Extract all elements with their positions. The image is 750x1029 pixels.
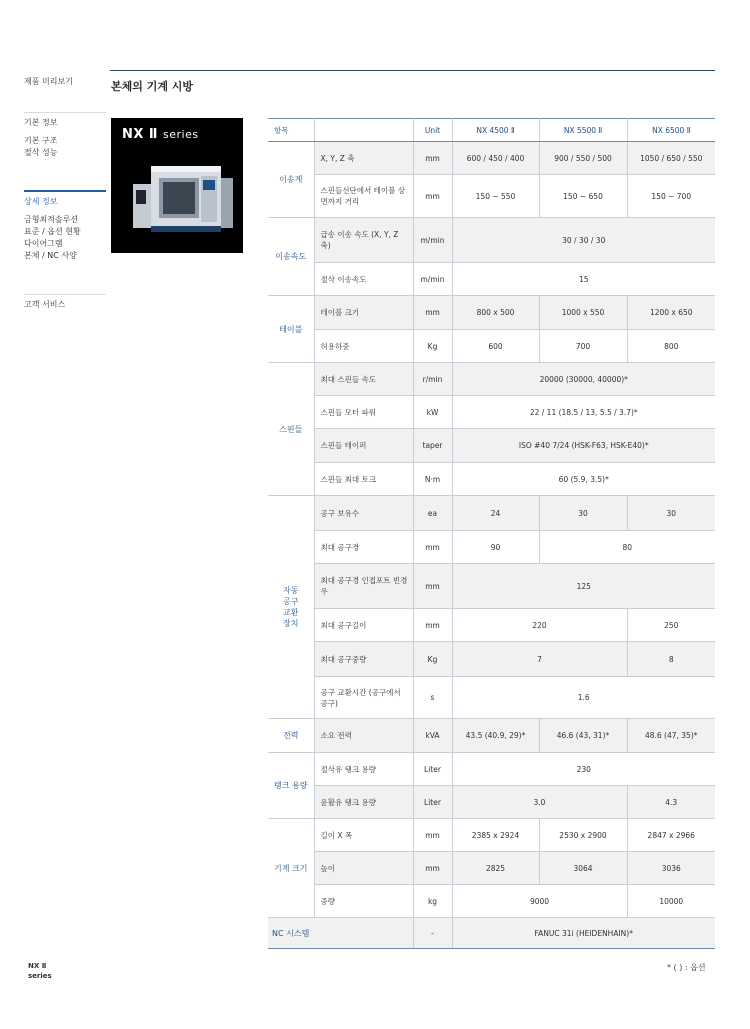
row-item: 소요 전력 <box>314 719 413 753</box>
row-value: 8 <box>627 642 715 677</box>
row-value: 9000 <box>452 885 627 918</box>
row-value: 230 <box>452 753 715 786</box>
page-title: 본체의 기계 시방 <box>111 80 194 93</box>
row-value: 1200 x 650 <box>627 296 715 330</box>
row-value: 2847 x 2966 <box>627 819 715 852</box>
nav-section-basic <box>24 112 106 159</box>
row-value: 24 <box>452 496 539 531</box>
nav-separator <box>24 294 106 295</box>
table-row <box>268 642 715 677</box>
row-unit: kg <box>413 885 452 918</box>
row-value: 48.6 (47, 35)* <box>627 719 715 753</box>
row-unit: Kg <box>413 330 452 363</box>
row-unit: N·m <box>413 463 452 496</box>
footer-series <box>28 961 52 981</box>
category-tank: 탱크 용량 <box>268 753 314 819</box>
nav-mold-solution[interactable]: 금형최적솔루션 <box>24 215 79 224</box>
table-row <box>268 786 715 819</box>
table-row <box>268 363 715 396</box>
nav-separator-active <box>24 190 106 192</box>
table-row <box>268 330 715 363</box>
row-value: 7 <box>452 642 627 677</box>
row-value: 2530 x 2900 <box>539 819 627 852</box>
nav-basic-head[interactable]: 기본 정보 <box>24 118 58 127</box>
header-model-2: NX 5500 Ⅱ <box>539 119 627 142</box>
table-header-row <box>268 119 715 142</box>
nav-cutting-performance[interactable]: 절삭 성능 <box>24 148 58 157</box>
row-value: 10000 <box>627 885 715 918</box>
row-value: 60 (5.9, 3.5)* <box>452 463 715 496</box>
nav-body-nc-spec[interactable]: 본체 / NC 사양 <box>24 251 77 260</box>
header-unit: Unit <box>413 119 452 142</box>
table-row <box>268 753 715 786</box>
row-value: 4.3 <box>627 786 715 819</box>
row-value: 150 ~ 650 <box>539 175 627 218</box>
row-item: 최대 스핀들 속도 <box>314 363 413 396</box>
nav-customer-service[interactable]: 고객 서비스 <box>24 300 66 309</box>
row-value: 1.6 <box>452 677 715 719</box>
table-row <box>268 852 715 885</box>
row-value: ISO #40 7/24 (HSK-F63, HSK-E40)* <box>452 429 715 463</box>
category-spindle: 스핀들 <box>268 363 314 496</box>
table-row <box>268 396 715 429</box>
nav-standard-option[interactable]: 표준 / 옵션 현황 <box>24 227 81 236</box>
nav-separator <box>24 112 106 113</box>
row-value: 80 <box>539 531 715 564</box>
top-divider <box>110 70 715 71</box>
nav-section-preview <box>24 72 106 88</box>
row-unit: m/min <box>413 218 452 263</box>
row-item: 스핀들 최대 토크 <box>314 463 413 496</box>
row-item: 최대 공구경 인접포트 빈경우 <box>314 564 413 609</box>
product-image <box>111 118 243 253</box>
row-value: 250 <box>627 609 715 642</box>
row-unit: s <box>413 677 452 719</box>
nav-basic-structure[interactable]: 기본 구조 <box>24 136 58 145</box>
footer-series-name: NX Ⅱ <box>28 962 47 970</box>
row-value: 800 <box>627 330 715 363</box>
table-row <box>268 463 715 496</box>
category-size: 기계 크기 <box>268 819 314 918</box>
row-item: 최대 공구길이 <box>314 609 413 642</box>
row-value: 30 <box>539 496 627 531</box>
row-value: 1050 / 650 / 550 <box>627 142 715 175</box>
row-item: 허용하중 <box>314 330 413 363</box>
category-feed: 이송속도 <box>268 218 314 296</box>
table-row <box>268 609 715 642</box>
table-row <box>268 263 715 296</box>
row-value: 220 <box>452 609 627 642</box>
row-item: 길이 X 폭 <box>314 819 413 852</box>
row-value: 900 / 550 / 500 <box>539 142 627 175</box>
row-unit: mm <box>413 564 452 609</box>
row-value: 600 <box>452 330 539 363</box>
row-item: 최대 공구경 <box>314 531 413 564</box>
nav-preview[interactable]: 제품 미리보기 <box>24 77 73 86</box>
product-image-name: NX Ⅱ <box>122 127 158 142</box>
row-unit: mm <box>413 531 452 564</box>
row-unit: mm <box>413 296 452 330</box>
row-item: 테이블 크기 <box>314 296 413 330</box>
table-row <box>268 719 715 753</box>
row-item: 높이 <box>314 852 413 885</box>
row-item: 절삭 이송속도 <box>314 263 413 296</box>
row-item: 중량 <box>314 885 413 918</box>
row-value: 700 <box>539 330 627 363</box>
table-row <box>268 885 715 918</box>
row-unit: mm <box>413 819 452 852</box>
header-blank <box>314 119 413 142</box>
row-item: 최대 공구중량 <box>314 642 413 677</box>
table-row <box>268 918 715 949</box>
table-row <box>268 175 715 218</box>
table-row <box>268 564 715 609</box>
category-travel: 이송계 <box>268 142 314 218</box>
row-value: 150 ~ 700 <box>627 175 715 218</box>
row-value: 2825 <box>452 852 539 885</box>
category-atc: 자동 공구 교환 장치 <box>268 496 314 719</box>
row-value: 3036 <box>627 852 715 885</box>
table-row <box>268 496 715 531</box>
table-row <box>268 429 715 463</box>
row-item: 공구 보유수 <box>314 496 413 531</box>
row-item: 공구 교환시간 (공구에서 공구) <box>314 677 413 719</box>
row-unit: kVA <box>413 719 452 753</box>
header-model-1: NX 4500 Ⅱ <box>452 119 539 142</box>
row-value: 20000 (30000, 40000)* <box>452 363 715 396</box>
row-value: FANUC 31i (HEIDENHAIN)* <box>452 918 715 949</box>
row-unit: Liter <box>413 753 452 786</box>
row-item: X, Y, Z 축 <box>314 142 413 175</box>
row-unit: taper <box>413 429 452 463</box>
row-value: 125 <box>452 564 715 609</box>
row-value: 3.0 <box>452 786 627 819</box>
table-row <box>268 531 715 564</box>
row-item: 절삭유 탱크 용량 <box>314 753 413 786</box>
row-unit: mm <box>413 175 452 218</box>
row-value: 22 / 11 (18.5 / 13, 5.5 / 3.7)* <box>452 396 715 429</box>
header-item: 항목 <box>268 119 314 142</box>
row-item: 윤활유 탱크 용량 <box>314 786 413 819</box>
category-table: 테이블 <box>268 296 314 363</box>
row-unit: mm <box>413 142 452 175</box>
nav-diagram[interactable]: 다이어그램 <box>24 239 63 248</box>
row-value: 800 x 500 <box>452 296 539 330</box>
option-note: * ( ) : 옵션 <box>667 963 706 972</box>
row-item: 스핀들 테이퍼 <box>314 429 413 463</box>
row-value: 46.6 (43, 31)* <box>539 719 627 753</box>
footer-series-suffix: series <box>28 972 52 980</box>
row-item: 급송 이송 속도 (X, Y, Z 축) <box>314 218 413 263</box>
row-unit: kW <box>413 396 452 429</box>
nav-section-detail <box>24 190 106 262</box>
table-row <box>268 819 715 852</box>
row-unit: mm <box>413 609 452 642</box>
row-item: 스핀들 모터 파워 <box>314 396 413 429</box>
row-value: 90 <box>452 531 539 564</box>
machine-illustration <box>111 118 243 253</box>
row-unit: Liter <box>413 786 452 819</box>
row-unit: r/min <box>413 363 452 396</box>
table-row <box>268 218 715 263</box>
spec-table <box>268 118 715 949</box>
category-nc: NC 시스템 <box>268 918 413 949</box>
nav-detail-head[interactable]: 상세 정보 <box>24 197 58 206</box>
row-value: 150 ~ 550 <box>452 175 539 218</box>
row-value: 3064 <box>539 852 627 885</box>
product-image-suffix: series <box>163 128 199 141</box>
row-value: 1000 x 550 <box>539 296 627 330</box>
row-unit: mm <box>413 852 452 885</box>
header-model-3: NX 6500 Ⅱ <box>627 119 715 142</box>
table-row <box>268 142 715 175</box>
row-value: 600 / 450 / 400 <box>452 142 539 175</box>
row-unit: m/min <box>413 263 452 296</box>
row-value: 2385 x 2924 <box>452 819 539 852</box>
row-value: 30 <box>627 496 715 531</box>
row-unit: - <box>413 918 452 949</box>
row-value: 43.5 (40.9, 29)* <box>452 719 539 753</box>
row-value: 30 / 30 / 30 <box>452 218 715 263</box>
row-item: 스핀들선단에서 테이블 상면까지 거리 <box>314 175 413 218</box>
row-unit: ea <box>413 496 452 531</box>
nav-section-service <box>24 294 106 311</box>
row-value: 15 <box>452 263 715 296</box>
row-unit: Kg <box>413 642 452 677</box>
category-power: 전력 <box>268 719 314 753</box>
table-row <box>268 677 715 719</box>
table-row <box>268 296 715 330</box>
